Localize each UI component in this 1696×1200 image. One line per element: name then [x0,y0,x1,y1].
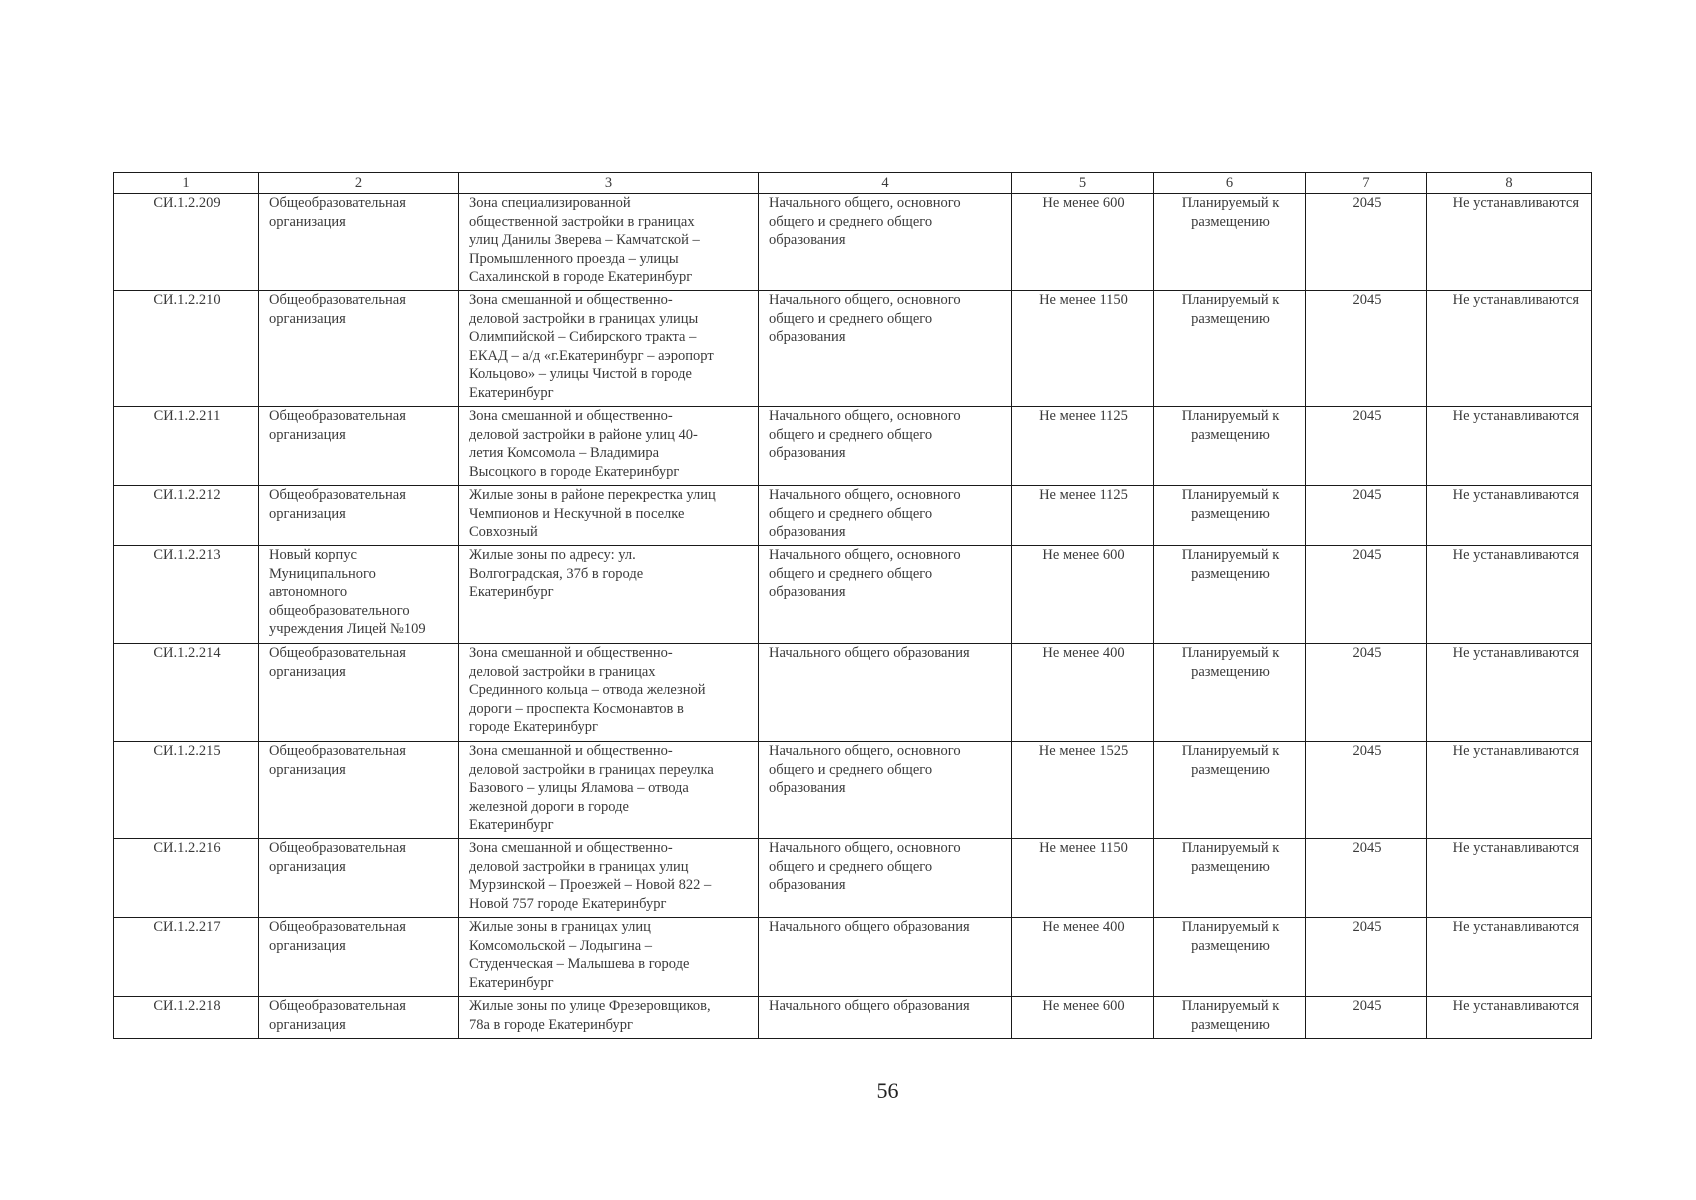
cell-location: Зона смешанной и общественно- деловой застройки в границах улицы Олимпийской – Сибирского тракта – ЕКАД – а/д «г.Екатеринбург – аэропорт Кольцово» – улицы Чистой в городе Екатеринбург [459,291,759,407]
cell-id: СИ.1.2.213 [114,546,259,644]
cell-id: СИ.1.2.209 [114,194,259,291]
cell-education-level: Начального общего, основного общего и среднего общего образования [759,407,1012,486]
cell-location: Зона смешанной и общественно- деловой застройки в границах улиц Мурзинской – Проезжей – Новой 822 – Новой 757 городе Екатеринбург [459,839,759,918]
cell-id: СИ.1.2.218 [114,997,259,1039]
column-number-1: 1 [114,173,259,194]
cell-restrictions: Не устанавливаются [1427,194,1592,291]
cell-object: Общеобразовательная организация [259,194,459,291]
cell-capacity: Не менее 1150 [1012,839,1154,918]
cell-year: 2045 [1306,486,1427,546]
cell-restrictions: Не устанавливаются [1427,291,1592,407]
cell-object: Общеобразовательная организация [259,486,459,546]
cell-location: Жилые зоны в районе перекрестка улиц Чемпионов и Нескучной в поселке Совхозный [459,486,759,546]
cell-location: Зона смешанной и общественно- деловой застройки в границах Срединного кольца – отвода железной дороги – проспекта Космонавтов в городе Екатеринбург [459,644,759,742]
column-number-3: 3 [459,173,759,194]
cell-id: СИ.1.2.214 [114,644,259,742]
cell-year: 2045 [1306,918,1427,997]
cell-restrictions: Не устанавливаются [1427,918,1592,997]
cell-capacity: Не менее 1125 [1012,486,1154,546]
column-number-8: 8 [1427,173,1592,194]
table-row [114,486,1592,546]
cell-restrictions: Не устанавливаются [1427,486,1592,546]
column-number-6: 6 [1154,173,1306,194]
page-number: 56 [876,1078,899,1103]
cell-capacity: Не менее 600 [1012,194,1154,291]
cell-id: СИ.1.2.217 [114,918,259,997]
cell-status: Планируемый к размещению [1154,194,1306,291]
cell-education-level: Начального общего образования [759,918,1012,997]
cell-capacity: Не менее 400 [1012,644,1154,742]
cell-object: Общеобразовательная организация [259,407,459,486]
cell-status: Планируемый к размещению [1154,291,1306,407]
cell-location: Жилые зоны в границах улиц Комсомольской – Лодыгина – Студенческая – Малышева в городе Екатеринбург [459,918,759,997]
table-header-row [114,173,1592,194]
cell-id: СИ.1.2.215 [114,742,259,839]
cell-status: Планируемый к размещению [1154,407,1306,486]
cell-location: Зона смешанной и общественно- деловой застройки в границах переулка Базового – улицы Яламова – отвода железной дороги в городе Екатеринбург [459,742,759,839]
cell-location: Зона смешанной и общественно- деловой застройки в районе улиц 40- летия Комсомола – Владимира Высоцкого в городе Екатеринбург [459,407,759,486]
table-row [114,742,1592,839]
cell-year: 2045 [1306,194,1427,291]
cell-restrictions: Не устанавливаются [1427,997,1592,1039]
cell-capacity: Не менее 1525 [1012,742,1154,839]
cell-year: 2045 [1306,407,1427,486]
table-row [114,407,1592,486]
cell-status: Планируемый к размещению [1154,742,1306,839]
table-row [114,997,1592,1039]
cell-status: Планируемый к размещению [1154,644,1306,742]
cell-year: 2045 [1306,644,1427,742]
cell-object: Общеобразовательная организация [259,918,459,997]
table-row [114,546,1592,644]
cell-id: СИ.1.2.210 [114,291,259,407]
column-number-2: 2 [259,173,459,194]
table-row [114,194,1592,291]
cell-year: 2045 [1306,742,1427,839]
cell-object: Общеобразовательная организация [259,291,459,407]
cell-object: Общеобразовательная организация [259,644,459,742]
cell-year: 2045 [1306,291,1427,407]
cell-capacity: Не менее 1150 [1012,291,1154,407]
cell-education-level: Начального общего, основного общего и среднего общего образования [759,839,1012,918]
cell-capacity: Не менее 600 [1012,546,1154,644]
cell-status: Планируемый к размещению [1154,546,1306,644]
cell-id: СИ.1.2.212 [114,486,259,546]
cell-restrictions: Не устанавливаются [1427,644,1592,742]
data-table [113,172,1592,1039]
cell-capacity: Не менее 400 [1012,918,1154,997]
table-row [114,291,1592,407]
cell-restrictions: Не устанавливаются [1427,839,1592,918]
cell-status: Планируемый к размещению [1154,997,1306,1039]
cell-education-level: Начального общего, основного общего и среднего общего образования [759,486,1012,546]
cell-education-level: Начального общего образования [759,997,1012,1039]
cell-object: Общеобразовательная организация [259,839,459,918]
column-number-4: 4 [759,173,1012,194]
cell-restrictions: Не устанавливаются [1427,546,1592,644]
cell-location: Жилые зоны по адресу: ул. Волгоградская, 37б в городе Екатеринбург [459,546,759,644]
cell-status: Планируемый к размещению [1154,918,1306,997]
cell-education-level: Начального общего образования [759,644,1012,742]
cell-id: СИ.1.2.211 [114,407,259,486]
cell-education-level: Начального общего, основного общего и среднего общего образования [759,546,1012,644]
cell-location: Жилые зоны по улице Фрезеровщиков, 78а в городе Екатеринбург [459,997,759,1039]
column-number-7: 7 [1306,173,1427,194]
cell-education-level: Начального общего, основного общего и среднего общего образования [759,194,1012,291]
cell-capacity: Не менее 1125 [1012,407,1154,486]
cell-object: Общеобразовательная организация [259,997,459,1039]
cell-restrictions: Не устанавливаются [1427,407,1592,486]
table-row [114,644,1592,742]
column-number-5: 5 [1012,173,1154,194]
cell-object: Новый корпус Муниципального автономного общеобразовательного учреждения Лицей №109 [259,546,459,644]
cell-education-level: Начального общего, основного общего и среднего общего образования [759,742,1012,839]
cell-id: СИ.1.2.216 [114,839,259,918]
cell-year: 2045 [1306,546,1427,644]
table-row [114,839,1592,918]
cell-restrictions: Не устанавливаются [1427,742,1592,839]
cell-capacity: Не менее 600 [1012,997,1154,1039]
cell-year: 2045 [1306,997,1427,1039]
cell-location: Зона специализированной общественной застройки в границах улиц Данилы Зверева – Камчатской – Промышленного проезда – улицы Сахалинской в городе Екатеринбург [459,194,759,291]
cell-year: 2045 [1306,839,1427,918]
cell-object: Общеобразовательная организация [259,742,459,839]
table-row [114,918,1592,997]
cell-status: Планируемый к размещению [1154,486,1306,546]
cell-education-level: Начального общего, основного общего и среднего общего образования [759,291,1012,407]
cell-status: Планируемый к размещению [1154,839,1306,918]
